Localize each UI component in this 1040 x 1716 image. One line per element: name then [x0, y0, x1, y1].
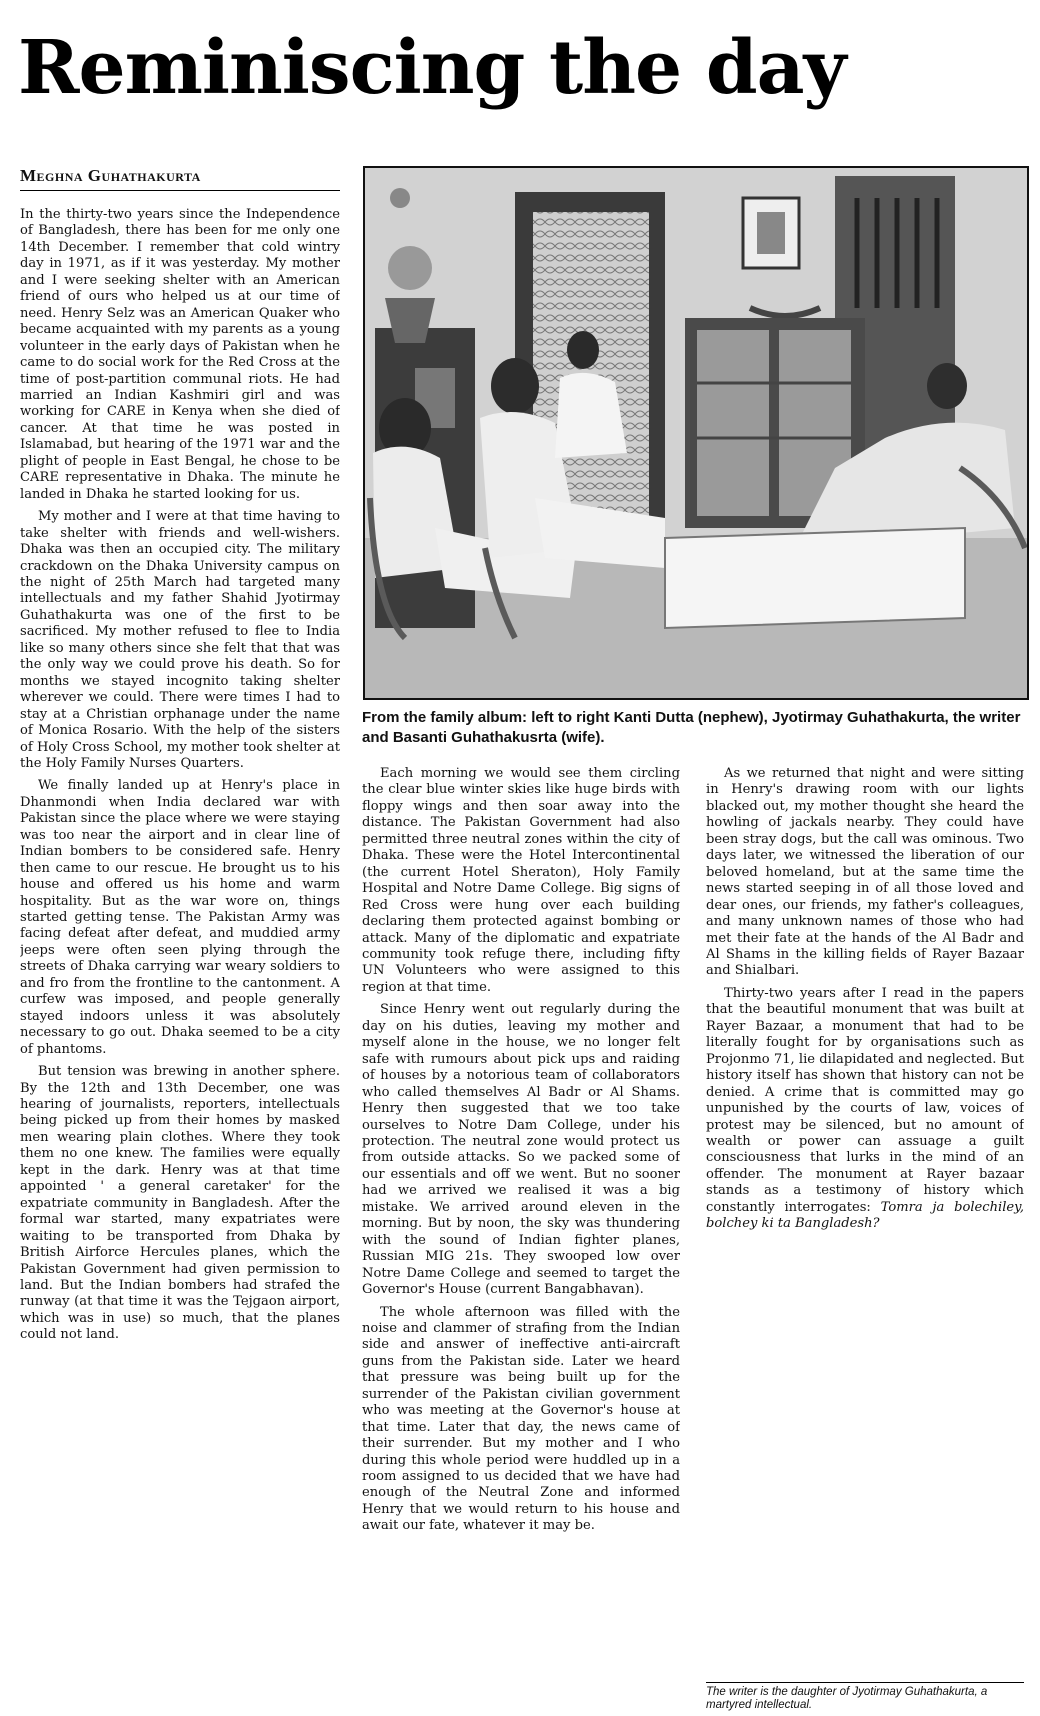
paragraph-5: Each morning we would see them circling the clear blue winter skies like huge birds with floppy wings and then soar away into the distance. The Pakistan Government had also permitted three neutral zones within the city of Dhaka. These were the Hotel Intercontinental (the current Hotel Sheraton), Holy Family Hospital and Notre Dame College. Big signs of Red Cross were hung over each building declaring them protected against bombing or attack. Many of the diplomatic and expatriate community took refuge there, including fifty UN Volunteers who were assigned to this region at that time.: [362, 766, 680, 995]
paragraph-1: In the thirty-two years since the Independence of Bangladesh, there has been for me only one 14th December. I remember that cold wintry day in 1971, as if it was yesterday. My mother and I were seeking shelter with an American friend of ours who helped us at our time of need. Henry Selz was an American Quaker who became acquainted with my parents as a young volunteer in the early days of Pakistan when he came to do social work for the Red Cross at the time of post-partition communal riots. He had married an Indian Kashmiri girl and was working for CARE in Kenya when she died of cancer. At that time he was posted in Islamabad, but hearing of the 1971 war and the plight of people in East Bengal, he chose to be CARE representative in Dhaka. The minute he landed in Dhaka he started looking for us.: [20, 207, 340, 502]
paragraph-2: My mother and I were at that time having to take shelter with friends and well-wishers. Dhaka was then an occupied city. The military crackdown on the Dhaka University campus on the night of 25th March had targeted many intellectuals and my father Shahid Jyotirmay Guhathakurta was one of the first to be sacrificed. My mother refused to flee to India like so many others since she felt that that was the only way we could prove his death. So for months we stayed incognito taking shelter wherever we could. There were times I had to stay at a Christian orphanage under the name of Monica Rosario. With the help of the sisters of Holy Cross School, my mother took shelter at the Holy Family Nurses Quarters.: [20, 509, 340, 771]
paragraph-9: [706, 986, 1024, 1233]
author-name: Meghna Guhathakurta: [20, 166, 201, 185]
family-photo: [363, 166, 1029, 700]
closing-quote: Tomra ja bolechiley, bolchey ki ta Bangladesh?: [706, 1199, 1024, 1232]
paragraph-4: But tension was brewing in another sphere. By the 12th and 13th December, one was hearing of journalists, reporters, intellectuals being picked up from their homes by masked men wearing plain clothes. Where they took them no one knew. The families were equally kept in the dark. Henry was at that time appointed ' a general caretaker' for the expatriate community in Bangladesh. After the formal war started, many expatriates were waiting to be transported from Dhaka by British Airforce Hercules planes, which the Pakistan Government had given permission to land. But the Indian bombers had strafed the runway (at that time it was the Tejgaon airport, which was in use) so much, that the planes could not land.: [20, 1064, 340, 1343]
paragraph-9-text: Thirty-two years after I read in the papers that the beautiful monument that was built at Rayer Bazaar, a monument that had to be literally fought for by organisations such as Projonmo 71, lie dilapidated and neglected. But history itself has shown that history can not be denied. A crime that is committed may go unpunished by the courts of law, voices of protest may be silenced, but no amount of wealth or power can assuage a guilt consciousness that lurks in the mind of an offender. The monument at Rayer bazaar stands as a testimony of history which constantly interrogates:: [706, 985, 1024, 1215]
article-body-column-3: [706, 766, 1024, 1668]
article-body-column-2: [362, 766, 680, 1697]
paragraph-6: Since Henry went out regularly during the day on his duties, leaving my mother and myself alone in the house, we no longer felt safe with rumours about pick ups and raiding of houses by a notorious team of collaborators who called themselves Al Badr or Al Shams. Henry then suggested that we too take ourselves to Notre Dam College, under his protection. The neutral zone would protect us from outside attacks. So we packed some of our essentials and off we went. But no sooner had we arrived we realised it was a big mistake. We arrived around eleven in the morning. But by noon, the sky was thundering with the sound of Indian fighter planes, Russian MIG 21s. They swooped low over Notre Dame College and seemed to target the Governor's House (current Bangabhavan).: [362, 1002, 680, 1298]
author-note: The writer is the daughter of Jyotirmay Guhathakurta, a martyred intellectual.: [706, 1682, 1024, 1712]
headline: Reminiscing the day: [18, 25, 846, 111]
family-photo-illustration: [365, 168, 1027, 698]
paragraph-3: We finally landed up at Henry's place in Dhanmondi when India declared war with Pakistan since the place where we were staying was too near the airport and in clear line of Indian bombers to be considered safe. Henry then came to our rescue. He brought us to his house and offered us his home and warm hospitality. But as the war wore on, things started getting tense. The Pakistan Army was facing defeat after defeat, and muddied army jeeps were often seen plying through the streets of Dhaka carrying war weary soldiers to and fro from the frontline to the cantonment. A curfew was imposed, and people generally stayed indoors unless it was absolutely necessary to go out. Dhaka seemed to be a city of phantoms.: [20, 778, 340, 1057]
paragraph-8: As we returned that night and were sitting in Henry's drawing room with our lights blacked out, my mother thought she heard the howling of jackals nearby. They could have been stray dogs, but the call was ominous. Two days later, we witnessed the liberation of our beloved homeland, but at the same time the news started seeping in of all those loved and dear ones, our friends, my father's colleagues, and many unknown names of those who had met their fate at the hands of the Al Badr and Al Shams in the killing fields of Rayer Bazaar and Shialbari.: [706, 766, 1024, 979]
byline: [20, 166, 340, 191]
photo-caption: From the family album: left to right Kanti Dutta (nephew), Jyotirmay Guhathakurta, the writer and Basanti Guhathakusrta (wife).: [362, 709, 1021, 746]
article-body: [20, 207, 340, 1697]
paragraph-7: The whole afternoon was filled with the noise and clammer of strafing from the Indian side and answer of ineffective anti-aircraft guns from the Pakistan side. Later we heard that pressure was being built up for the surrender of the Pakistan civilian government who was meeting at the Governor's house at that time. Later that day, the news came of their surrender. But my mother and I who during this whole period were huddled up in a room assigned to us decided that we have had enough of the Neutral Zone and informed Henry that we would return to his house and await our fate, whatever it may be.: [362, 1304, 680, 1534]
